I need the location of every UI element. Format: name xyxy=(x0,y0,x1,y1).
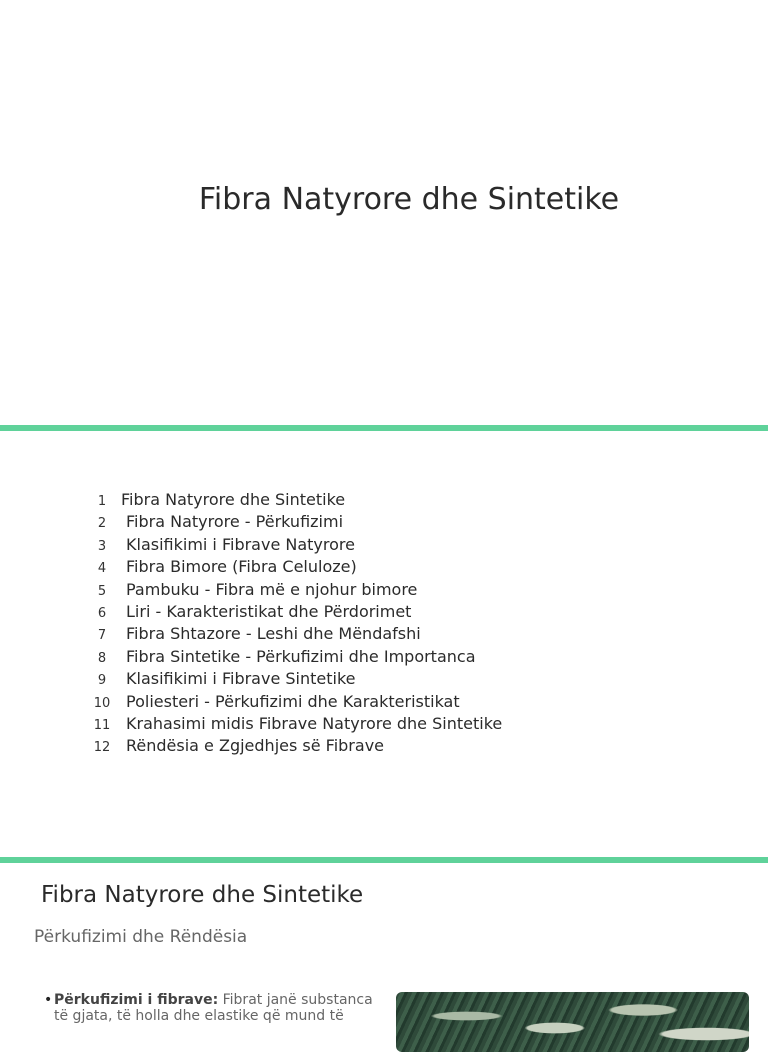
toc-text: Pambuku - Fibra më e njohur bimore xyxy=(126,579,418,599)
toc-item[interactable] xyxy=(86,512,502,534)
section-divider xyxy=(0,425,768,431)
yarn-photo xyxy=(396,992,749,1052)
toc-item[interactable] xyxy=(86,580,502,602)
toc-text: Rëndësia e Zgjedhjes së Fibrave xyxy=(126,736,384,756)
toc-item[interactable] xyxy=(86,624,502,646)
toc-item[interactable] xyxy=(86,557,502,579)
bullet-label: Përkufizimi i fibrave: xyxy=(54,992,219,1008)
toc-item[interactable] xyxy=(86,669,502,691)
toc-text: Fibra Natyrore dhe Sintetike xyxy=(121,490,346,509)
toc-item[interactable] xyxy=(86,692,502,714)
toc-text: Klasifikimi i Fibrave Sintetike xyxy=(126,669,356,689)
toc-number: 3 xyxy=(97,538,107,554)
toc-text: Liri - Karakteristikat dhe Përdorimet xyxy=(126,601,412,621)
toc-number: 12 xyxy=(93,740,111,756)
toc-number: 11 xyxy=(93,717,111,733)
slide-title: Fibra Natyrore dhe Sintetike xyxy=(198,182,620,217)
toc-item[interactable] xyxy=(86,602,502,624)
toc-number: 4 xyxy=(97,561,107,577)
bullet-text: Fibrat janë substanca të gjata, të holla dhe elastike që mund të xyxy=(54,992,373,1024)
toc-item[interactable] xyxy=(86,714,502,736)
bullet-item xyxy=(44,992,374,1024)
toc-text: Fibra Sintetike - Përkufizimi dhe Importanca xyxy=(126,646,476,666)
toc-item[interactable] xyxy=(86,535,502,557)
toc-item[interactable] xyxy=(86,736,502,758)
toc-text: Klasifikimi i Fibrave Natyrore xyxy=(126,534,355,554)
toc-number: 2 xyxy=(97,516,107,532)
section-subtitle: Përkufizimi dhe Rëndësia xyxy=(34,927,248,947)
section-divider xyxy=(0,857,768,863)
toc-number: 1 xyxy=(97,494,107,509)
toc-item[interactable] xyxy=(86,647,502,669)
toc-text: Poliesteri - Përkufizimi dhe Karakteristikat xyxy=(126,691,460,711)
toc-text: Krahasimi midis Fibrave Natyrore dhe Sintetike xyxy=(126,713,503,733)
toc-number: 7 xyxy=(97,628,107,644)
toc-text: Fibra Bimore (Fibra Celuloze) xyxy=(126,557,357,577)
toc-text: Fibra Natyrore - Përkufizimi xyxy=(126,512,344,532)
table-of-contents xyxy=(86,490,502,759)
toc-number: 10 xyxy=(93,695,111,711)
toc-number: 6 xyxy=(97,605,107,621)
toc-number: 9 xyxy=(97,673,107,689)
toc-number: 8 xyxy=(97,650,107,666)
toc-item[interactable] xyxy=(86,490,502,512)
toc-text: Fibra Shtazore - Leshi dhe Mëndafshi xyxy=(126,624,421,644)
toc-number: 5 xyxy=(97,583,107,599)
section-title: Fibra Natyrore dhe Sintetike xyxy=(41,882,364,908)
bullet-marker: • xyxy=(44,992,53,1008)
